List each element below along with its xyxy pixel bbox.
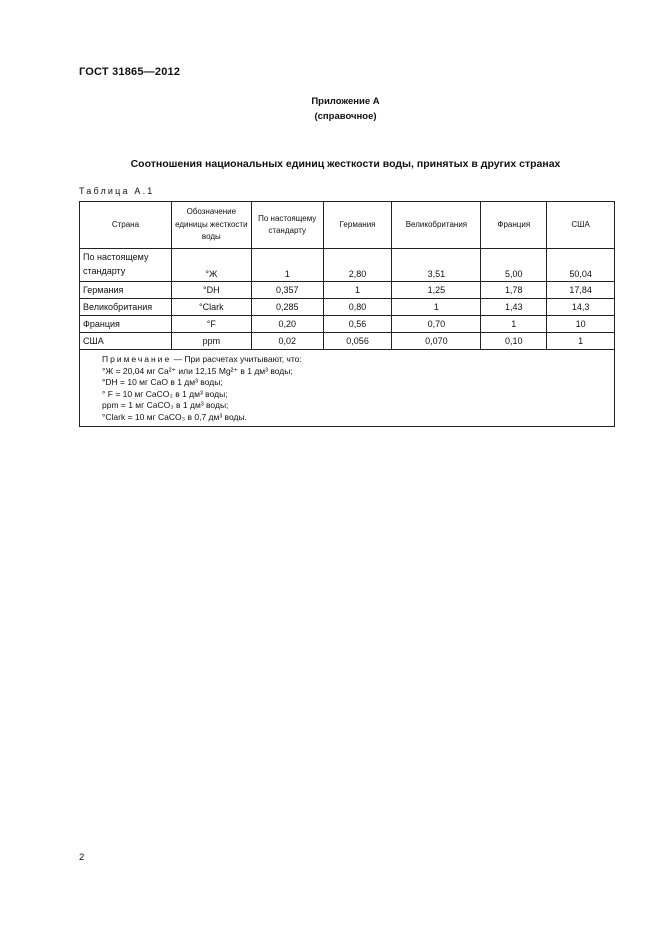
note-line: °DH = 10 мг CaO в 1 дм³ воды; <box>102 377 223 387</box>
table-cell: Франция <box>80 316 172 333</box>
table-cell: 1 <box>323 282 392 299</box>
document-code: ГОСТ 31865—2012 <box>79 66 181 78</box>
table-caption: Таблица А.1 <box>79 186 155 196</box>
table-row <box>80 333 615 350</box>
header-this-standard: По настоящему стандарту <box>251 202 323 249</box>
table-cell: 0,285 <box>251 299 323 316</box>
table-cell: 0,70 <box>392 316 481 333</box>
table-cell: 14,3 <box>547 299 615 316</box>
table-cell: 1 <box>547 333 615 350</box>
table-cell: Великобритания <box>80 299 172 316</box>
table-cell: 0,056 <box>323 333 392 350</box>
note-intro: — При расчетах учитывают, что: <box>171 354 302 364</box>
header-usa: США <box>547 202 615 249</box>
table-cell: 1,78 <box>481 282 547 299</box>
table-cell: 1 <box>392 299 481 316</box>
table-cell: 1,43 <box>481 299 547 316</box>
table-cell: По настоящему стандарту <box>80 249 172 282</box>
appendix-subtitle: (справочное) <box>314 111 377 122</box>
table-cell: ppm <box>171 333 251 350</box>
table-cell: °Clark <box>171 299 251 316</box>
table-row <box>80 299 615 316</box>
table-cell: 2,80 <box>323 249 392 282</box>
table-row <box>80 316 615 333</box>
table-note-row <box>80 350 615 427</box>
table-row <box>80 282 615 299</box>
header-france: Франция <box>481 202 547 249</box>
table-cell: 0,357 <box>251 282 323 299</box>
table-row <box>80 249 615 282</box>
note-line: °Ж = 20,04 мг Ca²⁺ или 12,15 Mg²⁺ в 1 дм³ воды; <box>102 365 293 376</box>
table-header-row <box>80 202 615 249</box>
table-cell: 5,00 <box>481 249 547 282</box>
table-cell: 10 <box>547 316 615 333</box>
note-line: °Clark = 10 мг CaCO₃ в 0,7 дм³ воды. <box>102 411 247 422</box>
table-cell: 0,070 <box>392 333 481 350</box>
page-number: 2 <box>79 852 85 863</box>
table-cell: 0,80 <box>323 299 392 316</box>
note-label: Примечание <box>102 354 172 364</box>
appendix-title: Приложение А <box>311 96 380 107</box>
table-cell: Германия <box>80 282 172 299</box>
table-cell: °F <box>171 316 251 333</box>
note-heading <box>102 354 614 366</box>
table-cell: США <box>80 333 172 350</box>
table-cell: 17,84 <box>547 282 615 299</box>
table-cell: 0,10 <box>481 333 547 350</box>
table-cell: 1 <box>481 316 547 333</box>
header-country: Страна <box>80 202 172 249</box>
table-title: Соотношения национальных единиц жесткости воды, принятых в других странах <box>130 158 561 170</box>
table-cell: 0,02 <box>251 333 323 350</box>
header-unit-designation: Обозначение единицы жесткости воды <box>171 202 251 249</box>
table-cell: °DH <box>171 282 251 299</box>
table-cell: 0,20 <box>251 316 323 333</box>
table-cell: °Ж <box>171 249 251 282</box>
table-cell: 1,25 <box>392 282 481 299</box>
table-cell: 0,56 <box>323 316 392 333</box>
table-cell: 1 <box>251 249 323 282</box>
header-germany: Германия <box>323 202 392 249</box>
hardness-units-table <box>79 201 615 427</box>
appendix-heading <box>0 94 661 124</box>
note-line: ppm = 1 мг CaCO₃ в 1 дм³ воды; <box>102 400 229 410</box>
header-great-britain: Великобритания <box>392 202 481 249</box>
table-note <box>80 350 615 427</box>
table-cell: 50,04 <box>547 249 615 282</box>
note-line: ° F = 10 мг CaCO₃ в 1 дм³ воды; <box>102 388 228 399</box>
table-cell: 3,51 <box>392 249 481 282</box>
